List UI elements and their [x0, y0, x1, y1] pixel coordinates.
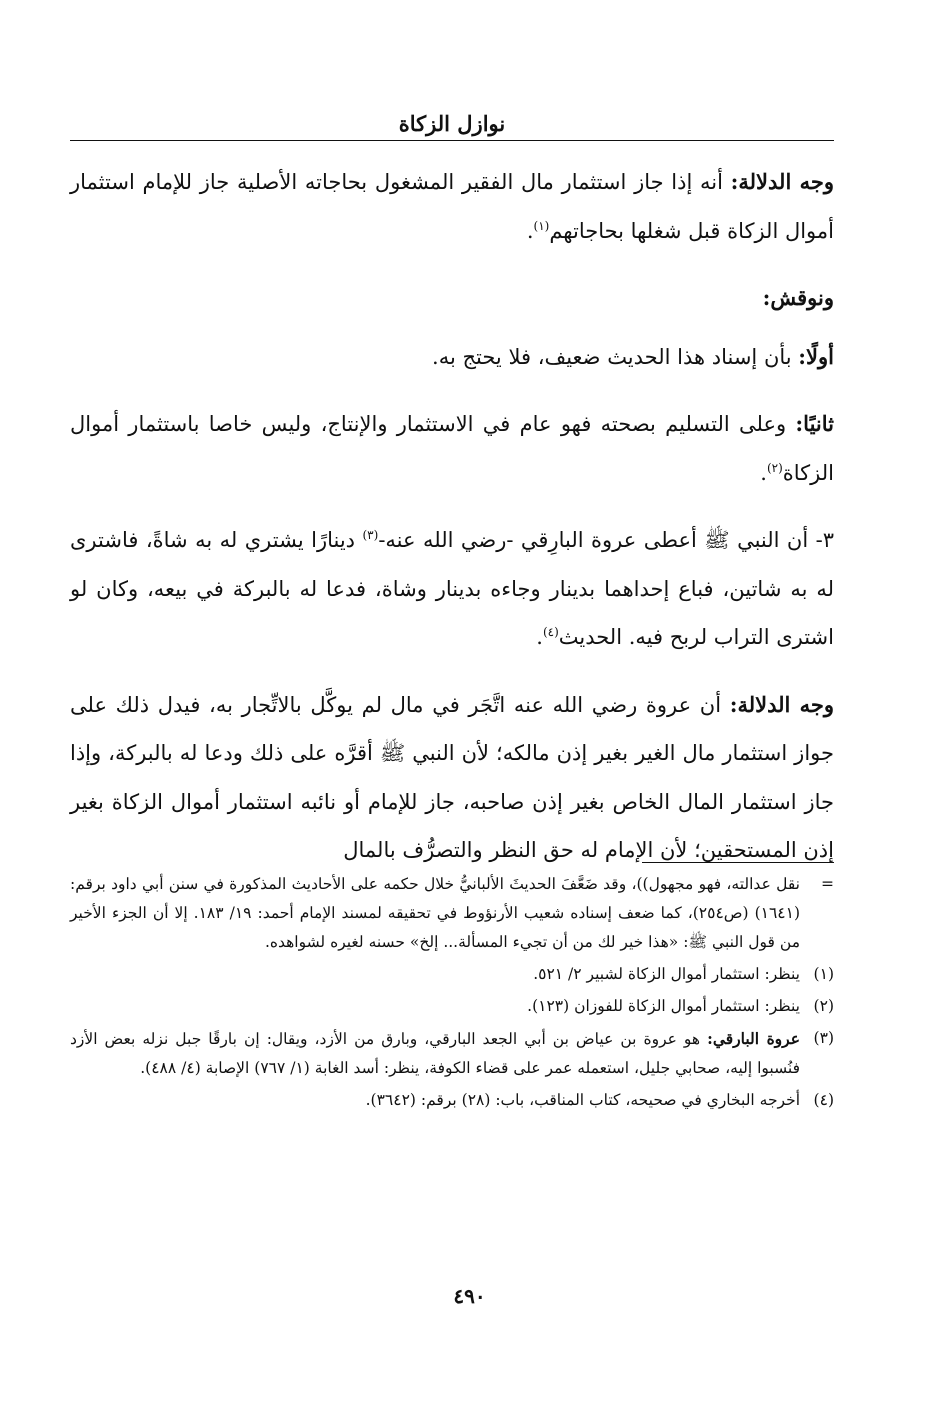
paragraph-6 [70, 681, 834, 875]
paragraph-2 [70, 274, 834, 323]
footnote-1 [70, 960, 834, 989]
footnote-label: عروة البارقي: [707, 1029, 800, 1048]
running-header: نوازل الزكاة [398, 111, 506, 136]
paragraph-label: وجه الدلالة: [729, 691, 834, 717]
paragraph-end: . [526, 218, 534, 243]
paragraph-4 [70, 400, 834, 497]
paragraph-3 [70, 333, 834, 382]
paragraph-text: أنه إذا جاز استثمار مال الفقير المشغول بحاجاته الأصلية جاز للإمام استثمار أموال الزكاة قبل شغلها بحاجاتهم [70, 170, 834, 243]
footnote-3 [70, 1024, 834, 1083]
paragraph-text: ٣- أن النبي ﷺ أعطى عروة البارِقي -رضي الله عنه- [378, 528, 835, 552]
paragraph-text: أن عروة رضي الله عنه اتَّجَر في مال لم يوكَّل بالاتِّجار به، فيدل ذلك على جواز استثمار مال الغير بغير إذن مالكه؛ لأن النبي ﷺ أقرَّه على ذلك ودعا له بالبركة، وإذا جاز استثمار المال الخاص بغير إذن صاحبه، جاز للإمام أو نائبه استثمار أموال الزكاة بغير إذن المستحقين؛ لأن الإمام له حق النظر والتصرُّف بالمال [70, 692, 834, 862]
paragraph-text: دينارًا يشتري له به شاةً، فاشترى له به شاتين، فباع إحداهما بدينار وجاءه بدينار وشاة، فدعا له بالبركة في بيعه، وكان لو اشترى التراب لربح فيه. الحديث [70, 528, 834, 649]
footnote-text: ينظر: استثمار أموال الزكاة لشبير ٢/ ٥٢١. [533, 965, 800, 983]
header-rule [70, 140, 834, 141]
footnote-mark: = [821, 875, 834, 893]
footnotes [70, 870, 834, 1118]
footnote-ref[interactable]: (١) [533, 218, 550, 233]
paragraph-label: أولًا: [798, 343, 834, 369]
footnote-rule [642, 862, 834, 863]
footnote-mark: (٢) [813, 997, 834, 1015]
footnote-mark: (٤) [813, 1091, 834, 1109]
footnote-text: نقل عدالته، فهو مجهول))، وقد ضَعَّفَ الحديثَ الألبانيُّ خلال حكمه على الأحاديث المذكورة في سنن أبي داود برقم: (١٦٤١) (ص٢٥٤)، كما ضعف إسناده شعيب الأرنؤوط في تحقيقه لمسند الإمام أحمد: ١٩/ ١٨٣. إلا أن الجزء الأخير من قول النبي ﷺ: «هذا خير لك من أن تجيء المسألة... إلخ» حسنه لغيره لشواهده. [70, 875, 800, 951]
paragraph-label: ثانيًا: [795, 411, 834, 436]
footnote-text [70, 1024, 800, 1083]
footnote-ref[interactable]: (٢) [766, 460, 783, 475]
footnote-mark: (٣) [813, 1029, 834, 1047]
main-text [70, 158, 834, 894]
footnote-body: هو عروة بن عياض بن أبي الجعد البارقي، وبارق من الأزد، ويقال: إن بارقًا جبل نزله بعض الأزد فنُسبوا إليه، صحابي جليل، استعمله عمر على قضاء الكوفة، ينظر: أسد الغابة (١/ ٧٦٧) الإصابة (٤/ ٤٨٨). [70, 1030, 800, 1077]
footnote-continued [70, 870, 834, 957]
footnote-2 [70, 992, 834, 1021]
footnote-ref[interactable]: (٣) [362, 528, 379, 542]
footnote-text: أخرجه البخاري في صحيحه، كتاب المناقب، باب: (٢٨) برقم: (٣٦٤٢). [365, 1091, 800, 1109]
footnote-text: ينظر: استثمار أموال الزكاة للفوزان (١٢٣). [527, 997, 800, 1015]
paragraph-label: ونوقش: [762, 285, 834, 310]
paragraph-text: بأن إسناد هذا الحديث ضعيف، فلا يحتج به. [432, 344, 799, 369]
paragraph-end: . [536, 625, 543, 649]
paragraph-text: وعلى التسليم بصحته فهو عام في الاستثمار والإنتاج، وليس خاصا باستثمار أموال الزكاة [70, 412, 834, 485]
footnote-mark: (١) [813, 965, 834, 983]
paragraph-label: وجه الدلالة: [730, 169, 834, 194]
footnote-ref[interactable]: (٤) [542, 625, 559, 639]
paragraph-5 [70, 516, 834, 662]
footnote-4 [70, 1086, 834, 1115]
page-number: ٤٩٠ [453, 1284, 486, 1308]
paragraph-end: . [760, 460, 767, 485]
paragraph-1 [70, 158, 834, 255]
